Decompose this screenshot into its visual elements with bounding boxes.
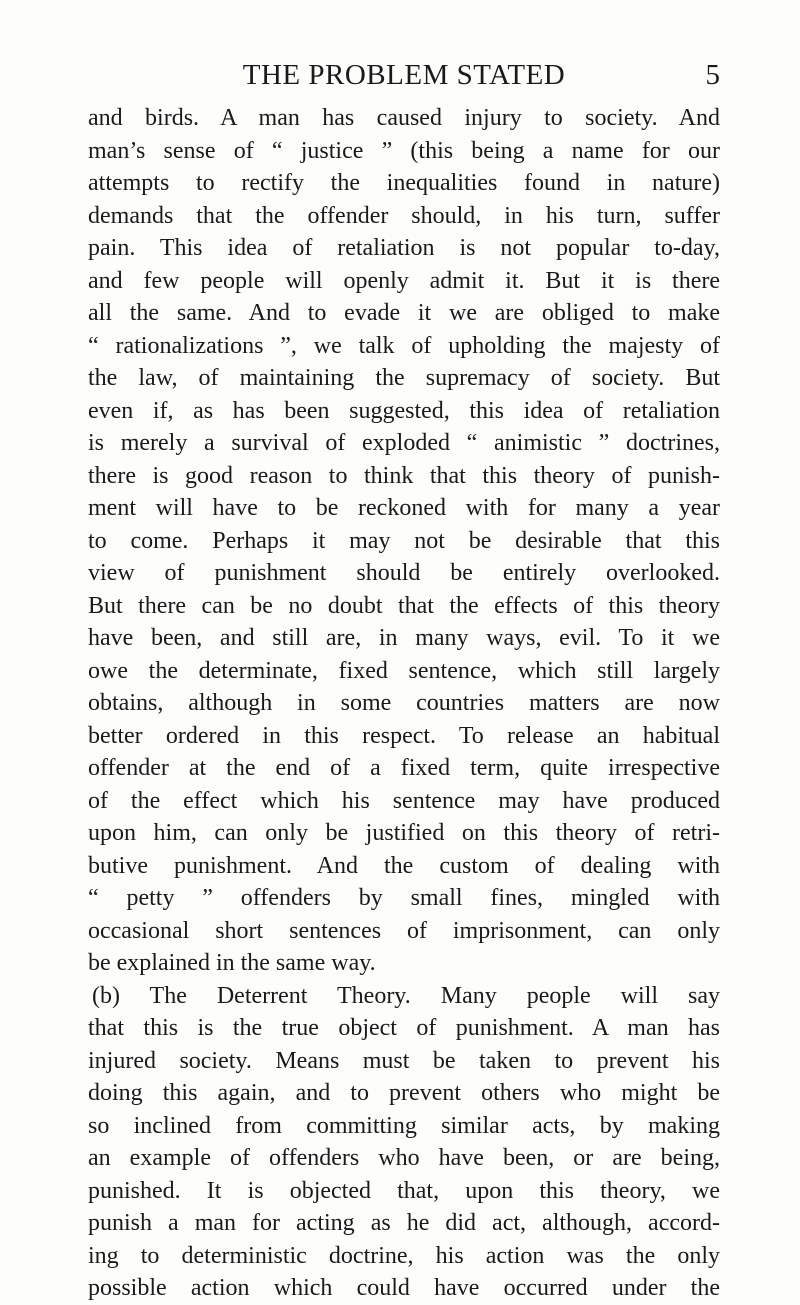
- text-line: better ordered in this respect. To release an habitual: [88, 722, 720, 749]
- text-line: punish a man for acting as he did act, although, accord-: [88, 1210, 720, 1236]
- text-line: and birds. A man has caused injury to society. And: [88, 105, 720, 131]
- text-line: pain. This idea of retaliation is not popular to-day,: [88, 235, 720, 261]
- text-line: owe the determinate, fixed sentence, which still largely: [88, 657, 720, 684]
- text-line: punished. It is objected that, upon this theory, we: [88, 1177, 720, 1204]
- text-line: there is good reason to think that this theory of punish-: [88, 462, 720, 489]
- text-line: so inclined from committing similar acts, by making: [88, 1112, 720, 1139]
- text-line: attempts to rectify the inequalities found in nature): [88, 170, 720, 196]
- text-line: upon him, can only be justified on this theory of retri-: [88, 820, 720, 846]
- text-line: an example of offenders who have been, or are being,: [88, 1145, 720, 1171]
- text-line: obtains, although in some countries matters are now: [88, 690, 720, 716]
- text-line: “ petty ” offenders by small fines, mingled with: [88, 885, 720, 911]
- text-line: doing this again, and to prevent others who might be: [88, 1080, 720, 1106]
- text-line: injured society. Means must be taken to prevent his: [88, 1047, 720, 1074]
- text-line: ment will have to be reckoned with for many a year: [88, 495, 720, 521]
- text-line: view of punishment should be entirely overlooked.: [88, 560, 720, 586]
- text-line: man’s sense of “ justice ” (this being a name for our: [88, 137, 720, 164]
- text-line: to come. Perhaps it may not be desirable that this: [88, 527, 720, 554]
- page-number: 5: [705, 59, 720, 91]
- text-line: of the effect which his sentence may have produced: [88, 787, 720, 814]
- text-line: But there can be no doubt that the effects of this theory: [88, 592, 720, 619]
- text-line: possible action which could have occurred under the: [88, 1275, 720, 1301]
- text-line: all the same. And to evade it we are obliged to make: [88, 300, 720, 326]
- text-line: “ rationalizations ”, we talk of upholding the majesty of: [88, 332, 720, 359]
- running-title: THE PROBLEM STATED: [242, 59, 566, 91]
- text-line: have been, and still are, in many ways, evil. To it we: [88, 625, 720, 651]
- text-line: offender at the end of a fixed term, quite irrespective: [88, 755, 720, 781]
- text-line: that this is the true object of punishment. A man has: [88, 1015, 720, 1041]
- text-line: occasional short sentences of imprisonment, can only: [88, 917, 720, 944]
- text-line: and few people will openly admit it. But it is there: [88, 267, 720, 294]
- text-line: butive punishment. And the custom of dealing with: [88, 852, 720, 879]
- running-head: [88, 55, 720, 95]
- text-line: be explained in the same way.: [88, 950, 376, 976]
- text-line: even if, as has been suggested, this idea of retaliation: [88, 397, 720, 424]
- text-line: demands that the offender should, in his turn, suffer: [88, 202, 720, 229]
- text-line: the law, of maintaining the supremacy of society. But: [88, 365, 720, 391]
- text-line: ing to deterministic doctrine, his action was the only: [88, 1242, 720, 1269]
- text-line: (b) The Deterrent Theory. Many people will say: [92, 982, 720, 1009]
- body-text: [88, 102, 720, 1305]
- text-line: is merely a survival of exploded “ animistic ” doctrines,: [88, 430, 720, 456]
